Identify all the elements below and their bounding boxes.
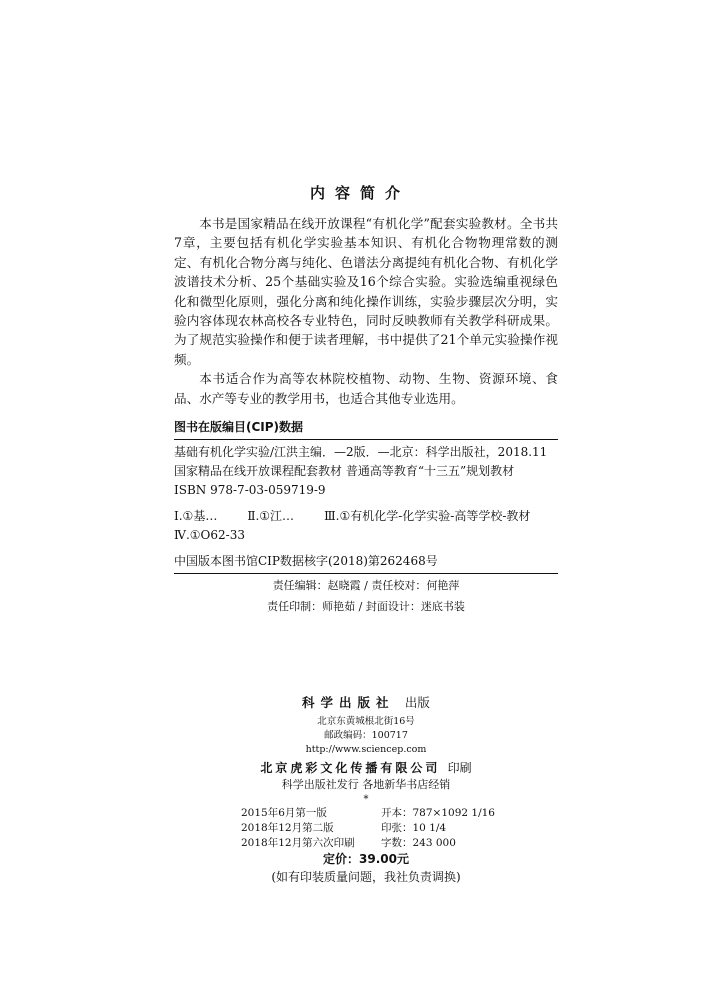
edition-detail: 开本：787×1092 1/16: [381, 807, 495, 819]
cip-heading: 图书在版编目(CIP)数据: [174, 420, 304, 434]
cip-body: [174, 440, 558, 571]
publisher-name: 科学出版社: [302, 695, 395, 710]
separator-star: *: [363, 794, 369, 805]
section-title: 内容简介: [309, 184, 410, 202]
cip-record-number: 中国版本图书馆CIP数据核字(2018)第262468号: [174, 554, 438, 568]
cip-class-4: Ⅳ.①O62-33: [174, 528, 245, 542]
quality-note: (如有印装质量问题，我社负责调换): [271, 870, 461, 884]
cip-class-2: Ⅱ.①江…: [247, 509, 295, 523]
publisher-line: [174, 693, 558, 711]
edition-row: [241, 821, 491, 836]
printer-name: 北京虎彩文化传播有限公司: [260, 761, 441, 775]
intro-paragraph-1: 本书是国家精品在线开放课程“有机化学”配套实验教材。全书共7章，主要包括有机化学实验基本知识、有机化合物物理常数的测定、有机化合物分离与纯化、色谱法分离提纯有机化合物、有机化学波谱技术分析、25个基础实验及16个综合实验。实验选编重视绿色化和微型化原则，强化分离和纯化操作训练，实验步骤层次分明，实验内容体现农林高校各专业特色，同时反映教师有关教学科研成果。为了规范实验操作和便于读者理解，书中提供了21个单元实验操作视频。: [174, 216, 558, 367]
edition-row: [241, 806, 495, 821]
staff-credits: [174, 575, 558, 617]
publisher-suffix: 出版: [404, 695, 430, 710]
publisher-postcode: 邮政编码：100717: [324, 730, 408, 741]
price: 定价：39.00元: [323, 852, 409, 866]
cip-bibliographic-line: 基础有机化学实验/江洪主编．—2版．—北京：科学出版社，2018.11: [174, 445, 548, 459]
publication-info: [174, 693, 558, 886]
cip-bottom-rule: [174, 573, 558, 574]
edition-date: 2015年6月第一版: [241, 807, 327, 819]
cip-class-1: Ⅰ.①基…: [174, 509, 218, 523]
printer-suffix: 印刷: [447, 761, 472, 775]
intro-text: [174, 214, 558, 408]
cip-class-3: Ⅲ.①有机化学-化学实验-高等学校-教材: [324, 509, 531, 523]
cip-series-line: 国家精品在线开放课程配套教材 普通高等教育“十三五”规划教材: [174, 464, 515, 478]
staff-line-1: 责任编辑：赵晓霞 / 责任校对：何艳萍: [272, 579, 460, 592]
cip-classification: [174, 507, 558, 526]
cip-isbn: ISBN 978-7-03-059719-9: [174, 483, 326, 497]
staff-line-2: 责任印制：师艳茹 / 封面设计：迷底书装: [267, 600, 465, 613]
edition-detail: 印张：10 1/4: [381, 822, 447, 834]
printer-line: [174, 759, 558, 776]
intro-paragraph-2: 本书适合作为高等农林院校植物、动物、生物、资源环境、食品、水产等专业的教学用书，也适合其他专业选用。: [174, 371, 558, 406]
cip-block: [174, 418, 558, 574]
edition-detail: 字数：243 000: [381, 837, 456, 849]
edition-row: [241, 836, 491, 851]
publisher-address: 北京东黄城根北街16号: [317, 716, 415, 727]
edition-date: 2018年12月第二版: [241, 822, 334, 834]
publisher-website: http://www.sciencep.com: [305, 744, 427, 755]
edition-date: 2018年12月第六次印刷: [241, 837, 355, 849]
distribution-line: 科学出版社发行 各地新华书店经销: [281, 778, 451, 791]
edition-table: [241, 806, 495, 851]
